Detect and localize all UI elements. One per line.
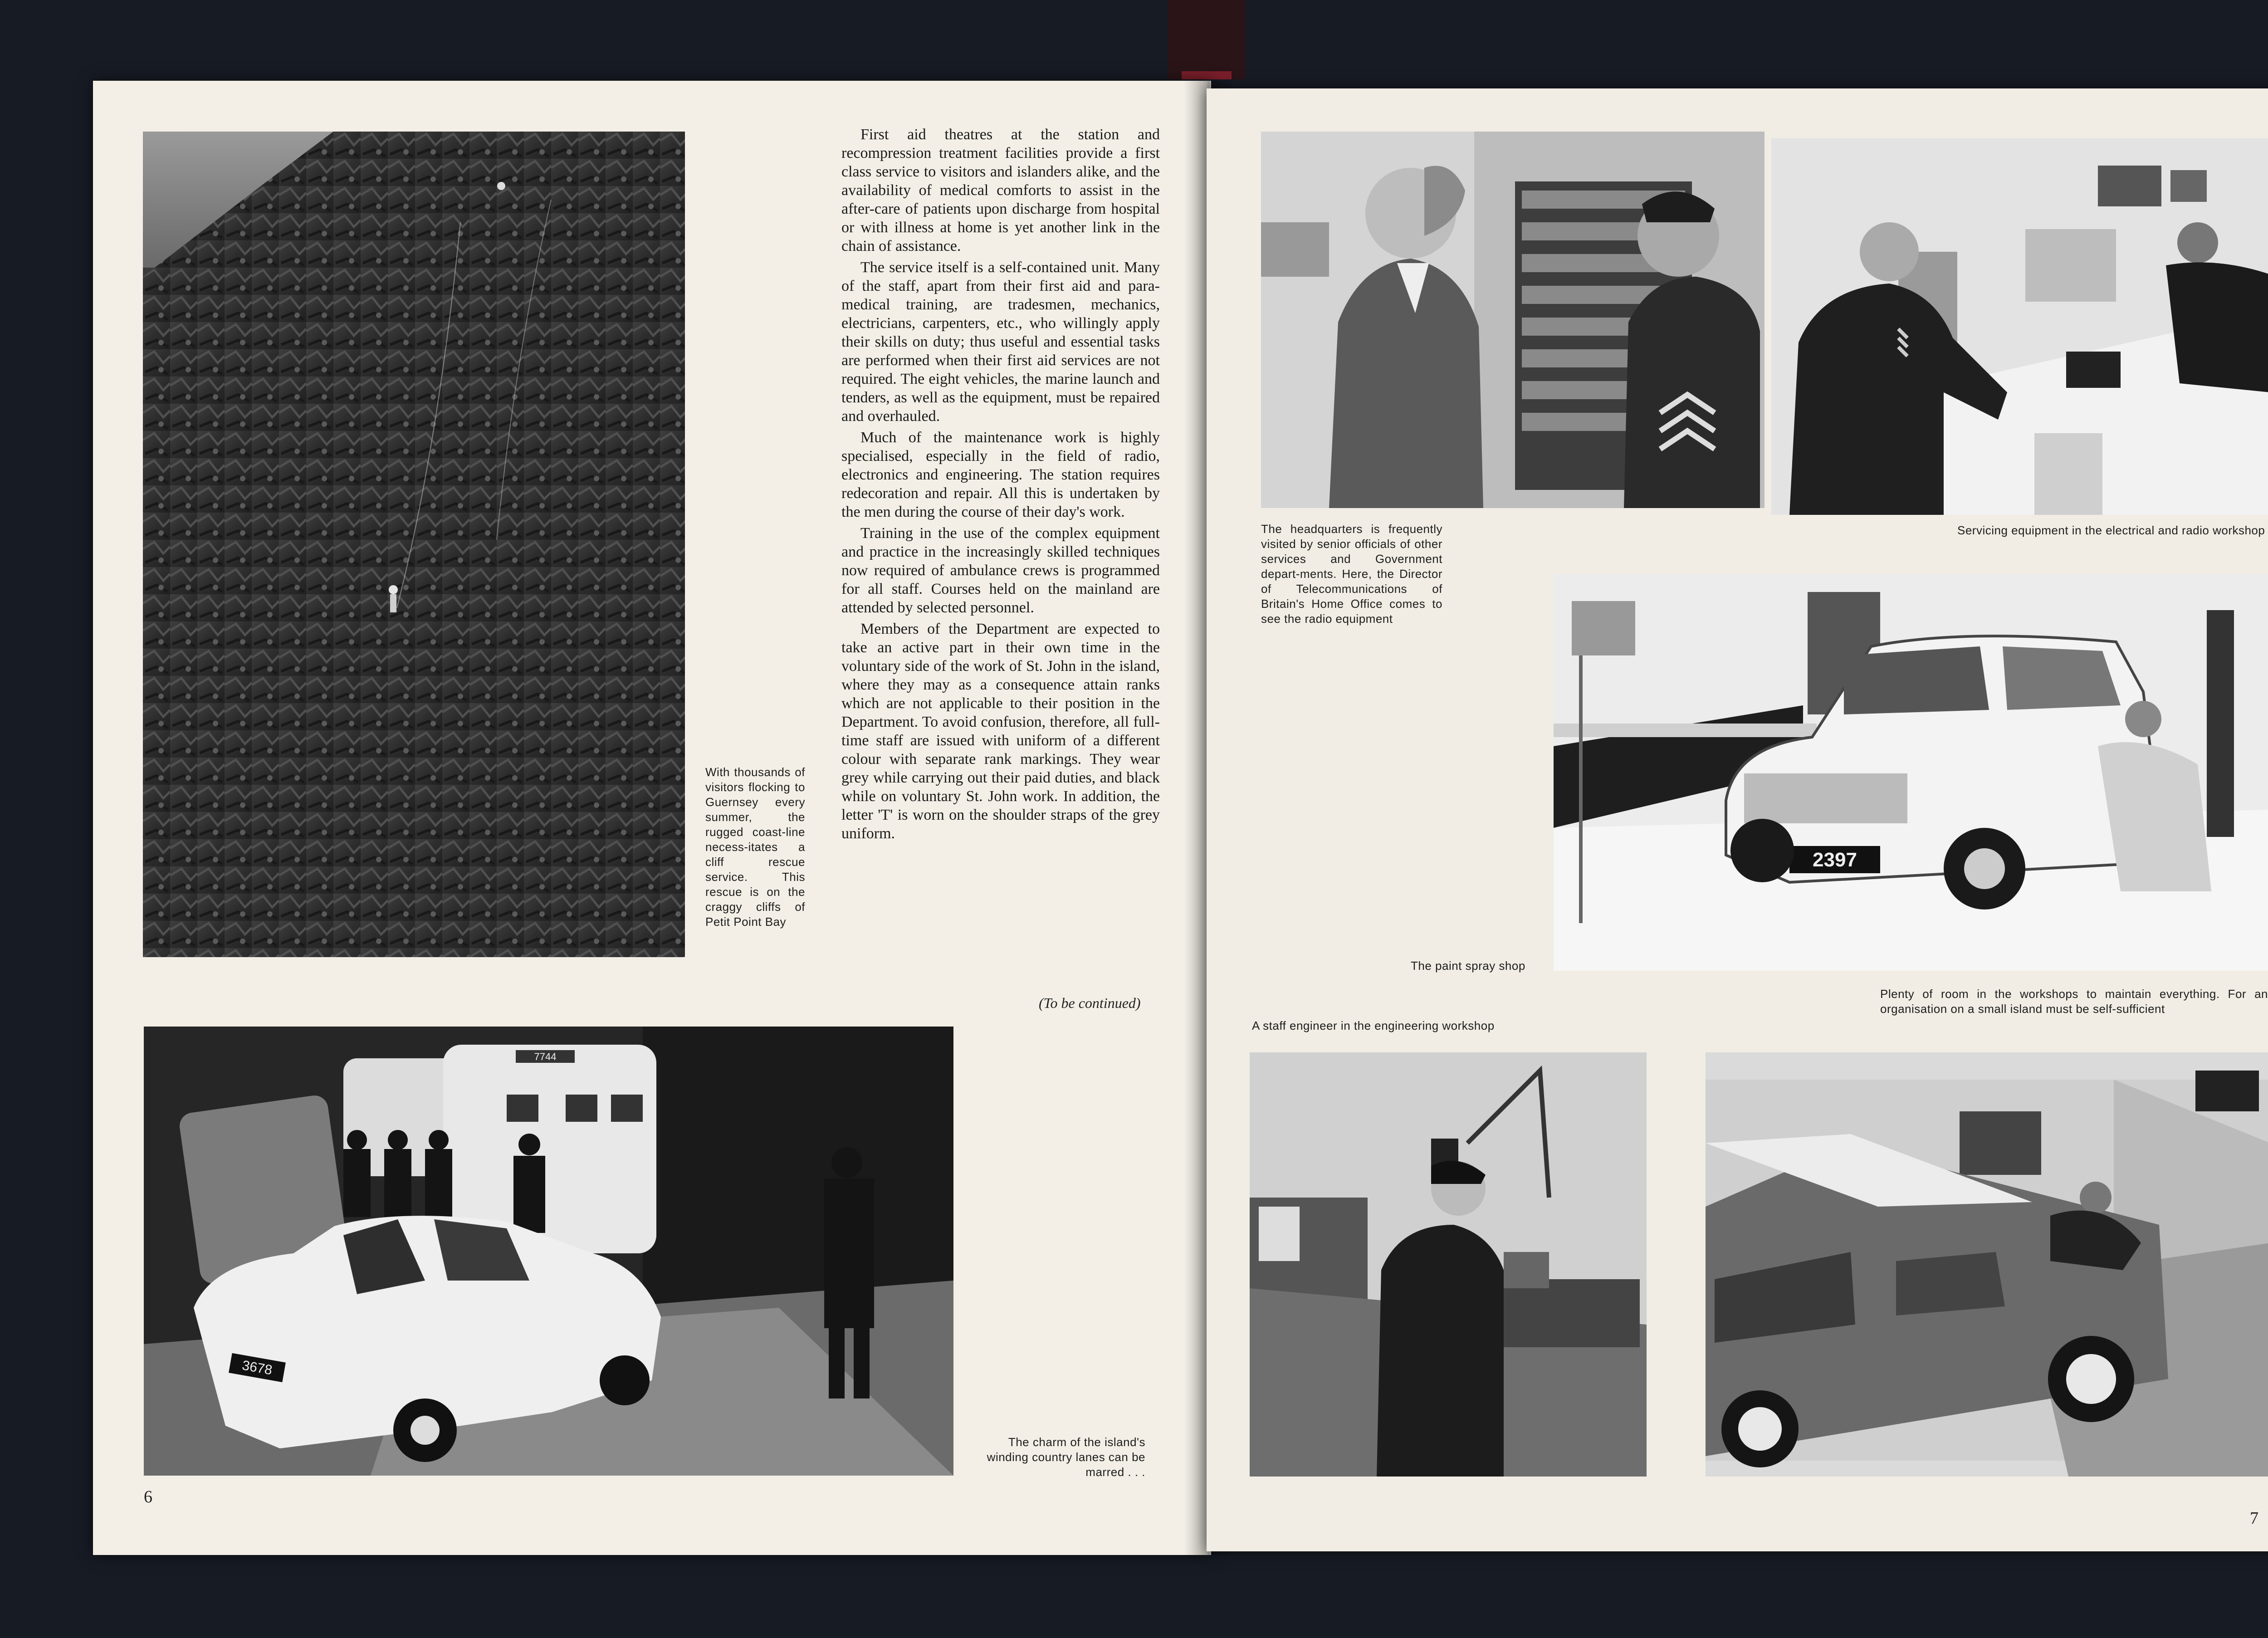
cliff-rescue-caption: With thousands of visitors flocking to Guernsey every summer, the rugged coast-line necess-itates a cliff rescue service. This rescue is on the craggy cliffs of Petit Point Bay	[705, 765, 805, 929]
engineer-photo	[1250, 1052, 1647, 1477]
ribbon-bookmark	[1168, 0, 1245, 79]
paragraph: Training in the use of the complex equipment and practice in the increasingly skilled techniques now required of ambulance crews is programmed for all staff. Courses held on the mainland are attended by selected personnel.	[841, 525, 1160, 616]
paragraph: Members of the Department are expected to take an active part in their own time in the voluntary side of the work of St. John in the island, where they may as a consequence attain ranks which are not applicable to their position in the Department. To avoid confusion, therefore, all full-time staff are issued with uniform of a different colour with separate rank markings. They wear grey while carrying out their paid duties, and black while on voluntary St. John work. In addition, the letter 'T' is worn on the shoulder straps of the grey uniform.	[841, 621, 1160, 842]
paragraph: Much of the maintenance work is highly specialised, especially in the field of radio, electronics and engineering. The station requires redecoration and repair. All this is undertaken by the men during the course of their day's work.	[841, 429, 1160, 520]
ambulance-number: 7744	[534, 1051, 557, 1062]
continued-note: (To be continued)	[1039, 995, 1141, 1011]
paragraph: The service itself is a self-contained unit. Many of the staff, apart from their first aid and para-medical training, are tradesmen, mechanics, electricians, carpenters, etc., who willingly apply their skills on duty; thus useful and essential tasks are performed when their first aid services are not required. The eight vehicles, the marine launch and tenders, as well as the equipment, must be repaired and overhauled.	[841, 259, 1160, 425]
left-page	[93, 81, 1211, 1555]
article-body	[841, 125, 1160, 846]
page-number-right: 7	[2250, 1509, 2258, 1528]
car-plate: 3678	[241, 1358, 274, 1378]
page-number-left: 6	[144, 1487, 152, 1506]
servicing-photo	[1771, 138, 2268, 515]
hq-visit-caption: The headquarters is frequently visited by senior officials of other services and Government depart-ments. Here, the Director of Telecommunications of Britain's Home Office comes to see the radio equipment	[1261, 522, 1442, 626]
servicing-caption: Servicing equipment in the electrical and radio workshop	[1957, 523, 2265, 537]
engineer-caption: A staff engineer in the engineering workshop	[1252, 1019, 1495, 1032]
car-plate: 2397	[1813, 849, 1857, 871]
workshops-caption: Plenty of room in the workshops to maintain everything. For an organisation on a small island must be self-sufficient	[1880, 987, 2268, 1016]
paint-shop-caption: The paint spray shop	[1411, 959, 1525, 973]
cliff-rescue-photo	[143, 132, 685, 957]
right-page	[1207, 88, 2268, 1551]
car-accident-photo	[144, 1027, 953, 1476]
paint-shop-photo	[1554, 574, 2268, 971]
hq-visit-photo	[1261, 132, 1765, 508]
car-accident-caption: The charm of the island's winding country lanes can be marred . . .	[987, 1435, 1145, 1479]
paragraph: First aid theatres at the station and recompression treatment facilities provide a first class service to visitors and islanders alike, and the availability of medical comforts to assist in the after-care of patients upon discharge from hospital or with illness at home is yet another link in the chain of assistance.	[841, 126, 1160, 254]
workshops-photo	[1706, 1052, 2268, 1477]
